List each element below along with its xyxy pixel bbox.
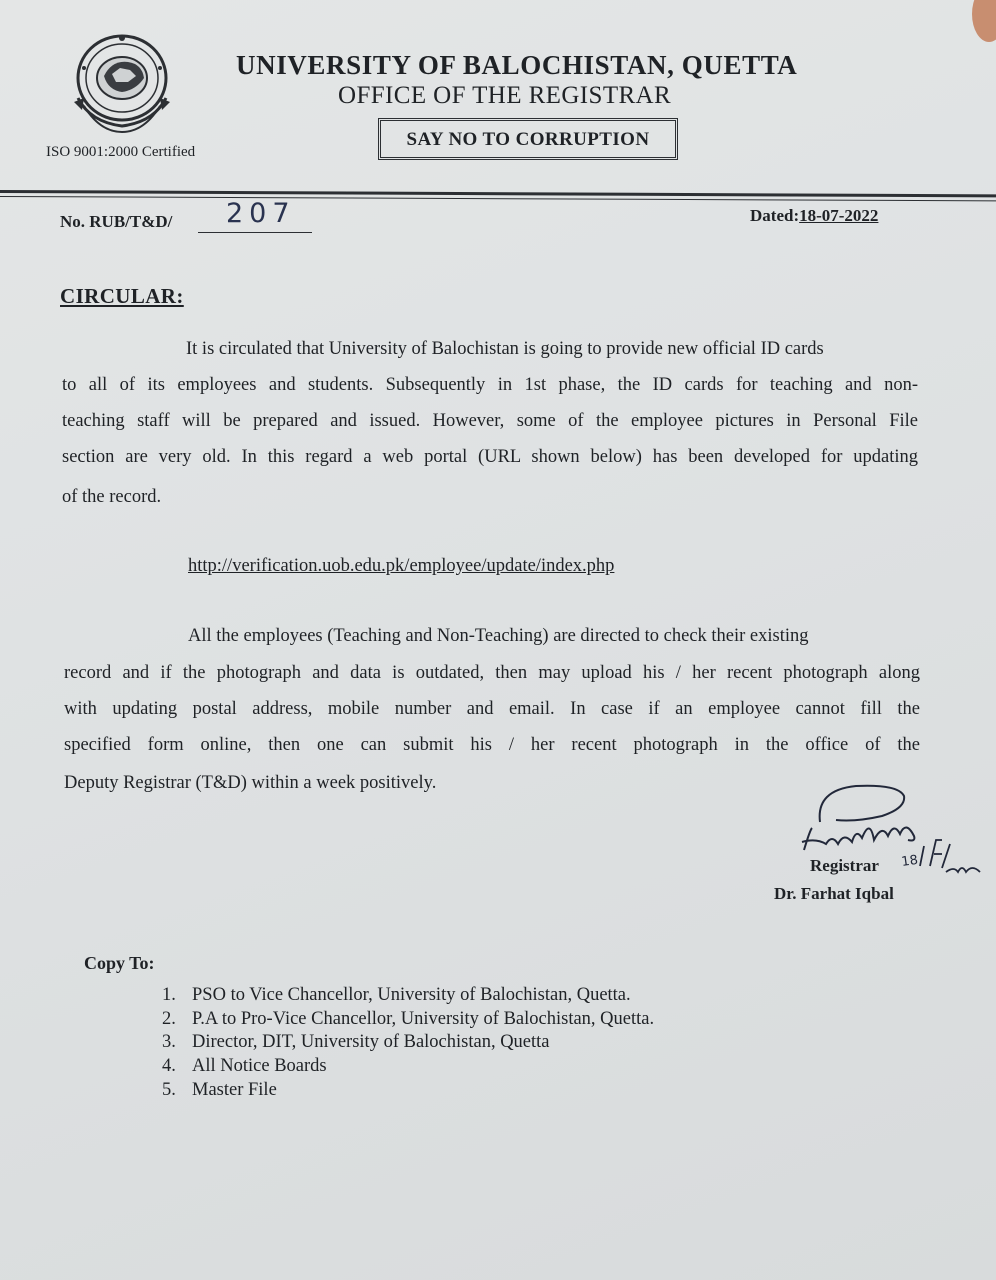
copy-to-item (162, 1080, 277, 1101)
copy-to-item (162, 1032, 550, 1053)
iso-certification: ISO 9001:2000 Certified (46, 144, 196, 160)
copy-to-text: Director, DIT, University of Balochistan, Quetta (192, 1032, 550, 1052)
paragraph1-line: to all of its employees and students. Subsequently in 1st phase, the ID cards for teaching and non- (62, 375, 918, 395)
date-label: Dated: (750, 206, 800, 225)
paragraph2-line: All the employees (Teaching and Non-Teaching) are directed to check their existing (188, 626, 809, 646)
copy-to-number: 5. (162, 1080, 176, 1100)
copy-to-text: P.A to Pro-Vice Chancellor, University of Balochistan, Quetta. (192, 1009, 655, 1029)
paragraph2-line: with updating postal address, mobile number and email. In case if an employee cannot fill the (64, 699, 920, 719)
paragraph1-line: It is circulated that University of Balochistan is going to provide new official ID cards (186, 339, 824, 359)
copy-to-text: All Notice Boards (192, 1056, 327, 1076)
copy-to-text: PSO to Vice Chancellor, University of Balochistan, Quetta. (192, 985, 631, 1005)
paragraph2-line: specified form online, then one can submit his / her recent photograph in the office of the (64, 735, 920, 755)
reference-handwritten-number: 207 (226, 198, 296, 229)
finger-edge (972, 0, 996, 42)
reference-label: No. RUB/T&D/ (60, 212, 173, 231)
signatory-title: Registrar (810, 856, 879, 875)
copy-to-item (162, 985, 631, 1006)
copy-to-number: 3. (162, 1032, 176, 1052)
paragraph2-line: Deputy Registrar (T&D) within a week positively. (64, 773, 437, 793)
motto-box (378, 118, 678, 160)
office-name: OFFICE OF THE REGISTRAR (338, 82, 672, 109)
header-divider-thin (0, 196, 996, 201)
paragraph1-line: teaching staff will be prepared and issued. However, some of the employee pictures in Personal File (62, 411, 918, 431)
copy-to-item (162, 1009, 654, 1030)
copy-to-label: Copy To: (84, 953, 155, 973)
paragraph1-line: section are very old. In this regard a web portal (URL shown below) has been developed for updating (62, 447, 918, 467)
copy-to-number: 1. (162, 985, 176, 1005)
reference-underline (198, 232, 312, 233)
copy-to-text: Master File (192, 1080, 277, 1100)
university-name: UNIVERSITY OF BALOCHISTAN, QUETTA (236, 50, 798, 80)
signatory-name: Dr. Farhat Iqbal (774, 884, 894, 903)
date-field (750, 206, 878, 226)
paragraph2-line: record and if the photograph and data is outdated, then may upload his / her recent photograph along (64, 663, 920, 683)
copy-to-item (162, 1056, 327, 1077)
svg-text:18: 18 (900, 852, 919, 870)
date-value: 18-07-2022 (799, 206, 879, 225)
circular-heading: CIRCULAR: (60, 284, 184, 308)
paragraph1-line: of the record. (62, 487, 162, 507)
copy-to-number: 2. (162, 1009, 176, 1029)
copy-to-number: 4. (162, 1056, 176, 1076)
university-seal-icon (70, 28, 174, 136)
portal-link[interactable]: http://verification.uob.edu.pk/employee/update/index.php (188, 556, 615, 576)
motto-text: SAY NO TO CORRUPTION (406, 129, 650, 150)
